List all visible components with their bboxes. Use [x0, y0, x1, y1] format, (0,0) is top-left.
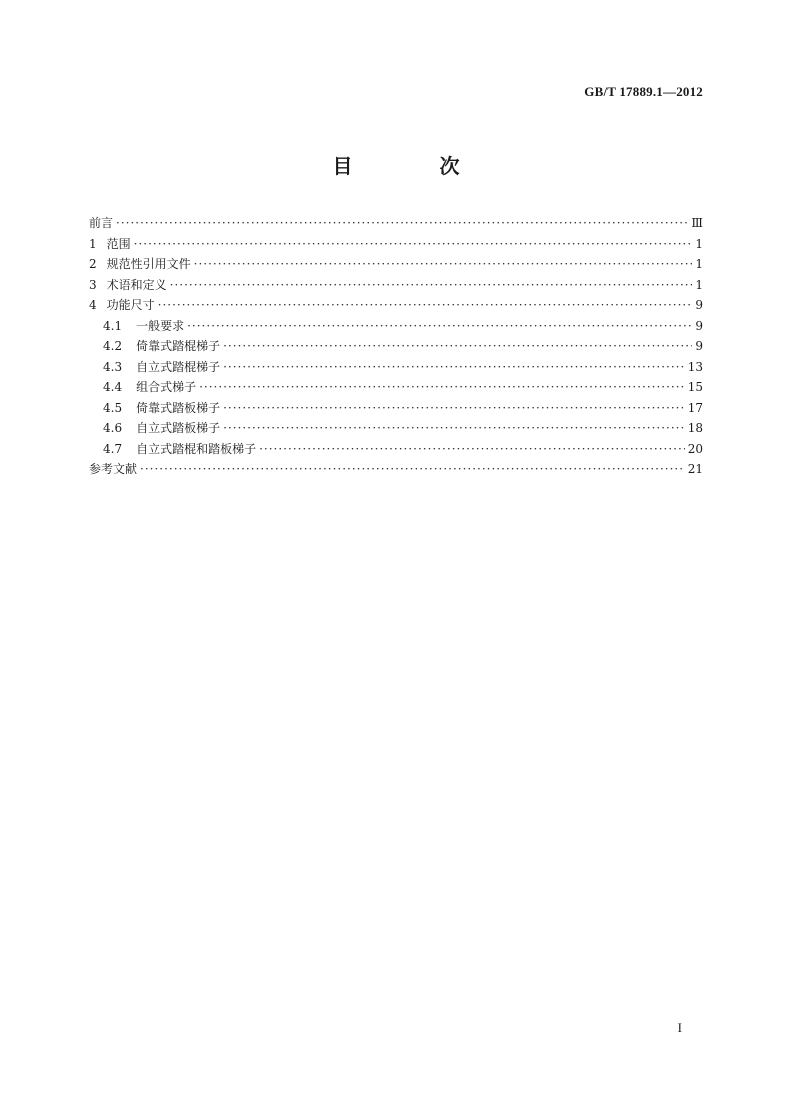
toc-page-number: 1	[695, 257, 703, 271]
toc-entry-4-4[interactable]	[89, 378, 703, 399]
toc-entry-bibliography[interactable]	[89, 460, 703, 481]
toc-section-number: 4.7	[103, 441, 123, 456]
toc-entry-4-3[interactable]	[89, 358, 703, 379]
toc-label: 组合式梯子	[136, 380, 197, 394]
toc-entry-4-2[interactable]	[89, 337, 703, 358]
toc-label: 自立式踏棍梯子	[136, 359, 221, 374]
toc-leader-dots	[158, 298, 693, 312]
toc-label: 自立式踏棍和踏板梯子	[136, 441, 257, 456]
page-number: I	[677, 1020, 682, 1035]
toc-label: 术语和定义	[106, 277, 167, 292]
toc-section-number: 4.4	[103, 380, 123, 394]
toc-page-number: 9	[695, 318, 703, 333]
toc-entry-4-6[interactable]	[89, 419, 703, 440]
toc-entry-scope[interactable]	[89, 235, 703, 256]
toc-label: 规范性引用文件	[106, 257, 191, 271]
toc-page-number: 20	[687, 441, 703, 456]
toc-page-number: 21	[687, 462, 703, 476]
toc-leader-dots	[223, 421, 685, 435]
toc-label: 前言	[89, 216, 114, 230]
toc-entry-4-5[interactable]	[89, 399, 703, 420]
toc-entry-terms-definitions[interactable]	[89, 276, 703, 297]
toc-leader-dots	[223, 401, 685, 415]
toc-label: 范围	[106, 236, 131, 251]
table-of-contents	[89, 214, 703, 481]
toc-leader-dots	[194, 257, 693, 271]
toc-label: 一般要求	[136, 318, 185, 333]
toc-page-number: 9	[695, 339, 703, 353]
toc-entry-normative-references[interactable]	[89, 255, 703, 276]
toc-leader-dots	[259, 442, 685, 456]
toc-page-number: Ⅲ	[691, 216, 703, 230]
toc-leader-dots	[134, 237, 693, 251]
toc-entry-functional-dimensions[interactable]	[89, 296, 703, 317]
toc-section-number: 4.3	[103, 359, 123, 374]
standard-number: GB/T 17889.1—2012	[584, 84, 703, 99]
toc-label: 自立式踏板梯子	[136, 421, 221, 435]
toc-label: 倚靠式踏板梯子	[136, 400, 221, 415]
toc-leader-dots	[187, 319, 692, 333]
toc-page-number: 15	[687, 380, 703, 394]
toc-entry-foreword[interactable]	[89, 214, 703, 235]
toc-leader-dots	[116, 216, 688, 230]
toc-entry-4-1[interactable]	[89, 317, 703, 338]
toc-leader-dots	[170, 278, 693, 292]
toc-section-number: 4	[89, 298, 97, 312]
toc-section-number: 2	[89, 257, 97, 271]
toc-section-number: 3	[89, 277, 97, 292]
toc-leader-dots	[140, 462, 685, 476]
toc-leader-dots	[223, 339, 692, 353]
page-title: 目 次	[332, 154, 500, 178]
toc-section-number: 4.6	[103, 421, 123, 435]
toc-page-number: 1	[695, 236, 703, 251]
toc-page-number: 17	[687, 400, 703, 415]
toc-leader-dots	[199, 380, 685, 394]
toc-page-number: 18	[687, 421, 703, 435]
toc-page-number: 1	[695, 277, 703, 292]
toc-page-number: 9	[695, 298, 703, 312]
toc-section-number: 4.2	[103, 339, 123, 353]
toc-label: 倚靠式踏棍梯子	[136, 339, 221, 353]
toc-label: 参考文献	[89, 462, 138, 476]
toc-label: 功能尺寸	[106, 298, 155, 312]
toc-section-number: 4.5	[103, 400, 123, 415]
toc-leader-dots	[223, 360, 685, 374]
toc-section-number: 1	[89, 236, 97, 251]
toc-entry-4-7[interactable]	[89, 440, 703, 461]
toc-page-number: 13	[687, 359, 703, 374]
toc-section-number: 4.1	[103, 318, 123, 333]
